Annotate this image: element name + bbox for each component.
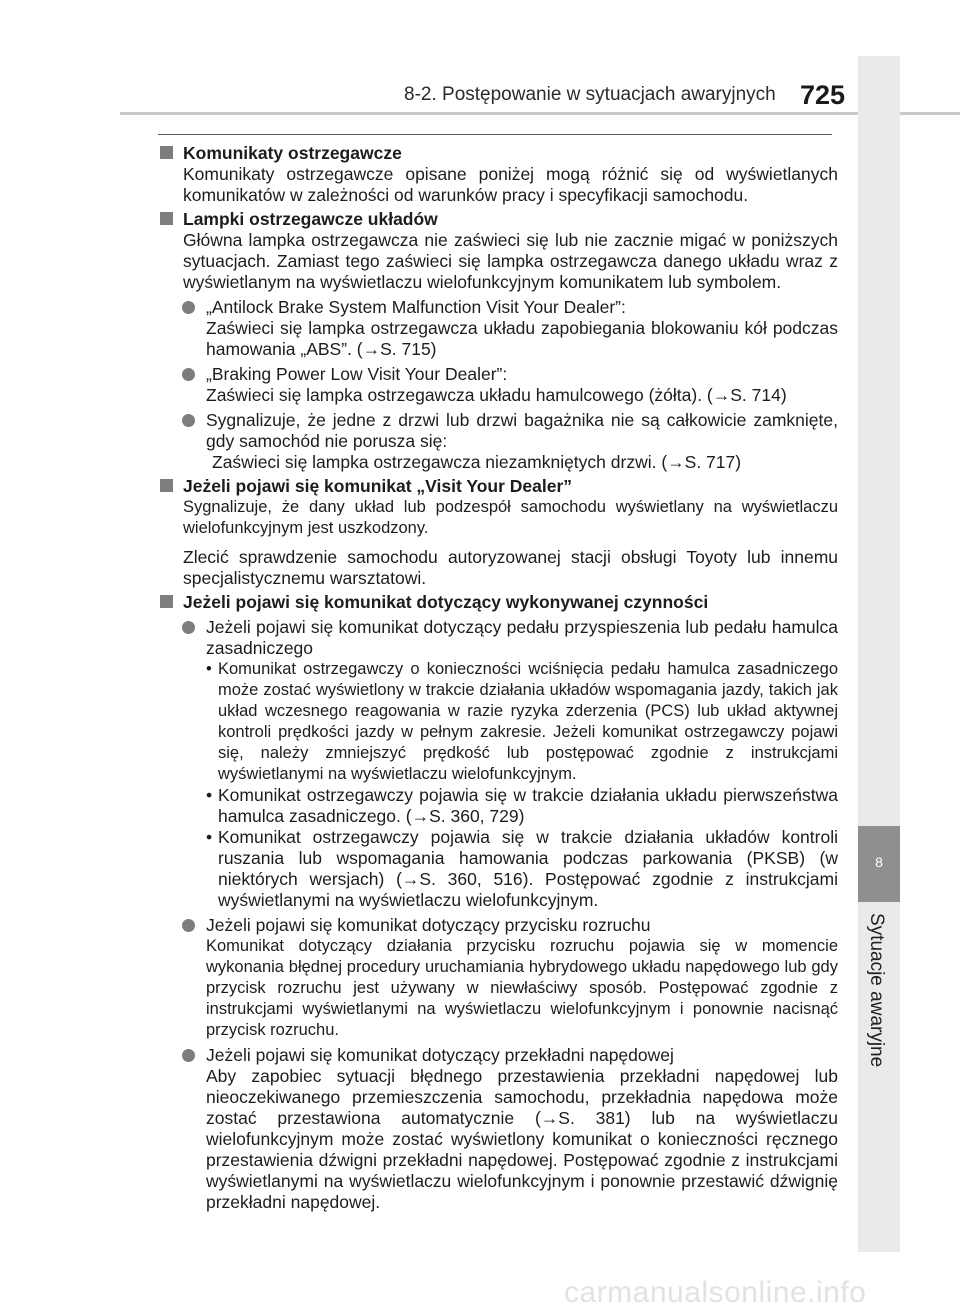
paragraph: Zlecić sprawdzenie samochodu autoryzowanej stacji obsługi Toyoty lub innemu specjalistycznemu warsztatowi. (183, 547, 838, 588)
heading-text: Komunikaty ostrzegawcze (183, 143, 402, 163)
section-heading (160, 476, 838, 497)
sub-list-item (160, 827, 838, 911)
dot-marker: • (206, 827, 213, 847)
sub-list-item-text: Komunikat ostrzegawczy pojawia się w trakcie działania układów kontroli ruszania lub wspomagania hamowania podczas parkowania (PKSB) (w niektórych wersjach) (→S. 360, 516). Postępować zgodnie z instrukcjami wyświetlanymi na wyświetlaczu wielofunkcyjnym. (218, 827, 838, 910)
square-bullet-icon (160, 146, 173, 159)
list-item-text: „Antilock Brake System Malfunction Visit Your Dealer”: (206, 297, 626, 317)
list-item (160, 1045, 838, 1066)
sub-list-item-text: Komunikat ostrzegawczy o konieczności wciśnięcia pedału hamulca zasadniczego może zostać wyświetlony w trakcie działania układów wspomagania jazdy, takich jak układ wczesnego reagowania w razie ryzyka zderzenia (PCS) lub układ aktywnej kontroli prędkości jazdy w pełnym zakresie. Jeżeli komunikat ostrzegawczy pojawi się, należy zmniejszyć prędkość lub postępować zgodnie z instrukcjami wyświetlanymi na wyświetlaczu wielofunkcyjnym. (218, 660, 838, 783)
section-heading (160, 143, 838, 164)
list-item (160, 297, 838, 318)
sub-list-item-text: Komunikat ostrzegawczy pojawia się w trakcie działania układu pierwszeństwa hamulca zasadniczego. (→S. 360, 729) (218, 785, 838, 826)
heading-text: Lampki ostrzegawcze układów (183, 209, 438, 229)
section-heading (160, 592, 838, 613)
list-item (160, 915, 838, 936)
paragraph: Główna lampka ostrzegawcza nie zaświeci się lub nie zacznie migać w poniższych sytuacjach. Zamiast tego zaświeci się lampka ostrzegawcza danego układu wraz z wyświetlanym na wyświetlaczu wielofunkcyjnym komunikatem lub symbolem. (183, 230, 838, 292)
header-rule (120, 112, 960, 115)
circle-bullet-icon (182, 919, 195, 932)
list-item (160, 617, 838, 659)
list-item-detail: Komunikat dotyczący działania przycisku rozruchu pojawia się w momencie wykonania błędnej procedury uruchamiania hybrydowego układu napędowego lub gdy przycisk rozruchu jest używany w niewłaściwy sposób. Postępować zgodnie z instrukcjami wyświetlanymi na wyświetlaczu wielofunkcyjnym i ponownie nacisnąć przycisk rozruchu. (206, 937, 838, 1039)
heading-text: Jeżeli pojawi się komunikat dotyczący wykonywanej czynności (183, 592, 709, 612)
list-item-detail: Zaświeci się lampka ostrzegawcza niezamkniętych drzwi. (→S. 717) (212, 452, 742, 472)
section-heading (160, 209, 838, 230)
circle-bullet-icon (182, 621, 195, 634)
chapter-label: Sytuacje awaryjne (866, 913, 887, 1068)
circle-bullet-icon (182, 414, 195, 427)
list-item-text: Sygnalizuje, że jedne z drzwi lub drzwi bagażnika nie są całkowicie zamknięte, gdy samochód nie porusza się: (206, 410, 838, 451)
list-item-detail: Zaświeci się lampka ostrzegawcza układu hamulcowego (żółta). (→S. 714) (206, 385, 787, 405)
list-item (160, 364, 838, 385)
watermark: carmanualsonline.info (564, 1276, 867, 1309)
list-item-detail: Aby zapobiec sytuacji błędnego przestawienia przekładni napędowej lub nieoczekiwanego przemieszczenia samochodu, przekładnia napędowa może zostać przestawiona automatycznie (→S. 381) lub na wyświetlaczu wielofunkcyjnym może zostać wyświetlony komunikat o konieczności ręcznego przestawienia dźwigni przekładni napędowej. Postępować zgodnie z instrukcjami wyświetlanymi na wyświetlaczu wielofunkcyjnym i ponownie przestawić dźwignię przekładni napędowej. (206, 1066, 838, 1212)
sub-list-item (160, 659, 838, 785)
list-item-text: Jeżeli pojawi się komunikat dotyczący przycisku rozruchu (206, 915, 651, 935)
chapter-number-tab: 8 (858, 826, 900, 902)
dot-marker: • (206, 785, 213, 805)
list-item-detail: Zaświeci się lampka ostrzegawcza układu zapobiegania blokowaniu kół podczas hamowania „ABS”. (→S. 715) (206, 318, 838, 359)
page-content (160, 140, 838, 1213)
list-item-text: „Braking Power Low Visit Your Dealer”: (206, 364, 508, 384)
list-item-text: Jeżeli pojawi się komunikat dotyczący przekładni napędowej (206, 1045, 674, 1065)
paragraph: Sygnalizuje, że dany układ lub podzespół samochodu wyświetlany na wyświetlaczu wielofunkcyjnym jest uszkodzony. (183, 498, 838, 537)
square-bullet-icon (160, 212, 173, 225)
circle-bullet-icon (182, 301, 195, 314)
section-title: 8-2. Postępowanie w sytuacjach awaryjnych (404, 84, 776, 105)
sub-list-item (160, 785, 838, 827)
circle-bullet-icon (182, 368, 195, 381)
square-bullet-icon (160, 479, 173, 492)
side-tab (858, 56, 900, 1252)
list-item (160, 410, 838, 452)
list-item-text: Jeżeli pojawi się komunikat dotyczący pedału przyspieszenia lub pedału hamulca zasadniczego (206, 617, 838, 658)
page-number: 725 (800, 80, 846, 110)
content-top-rule (158, 134, 832, 135)
heading-text: Jeżeli pojawi się komunikat „Visit Your Dealer” (183, 476, 573, 496)
paragraph: Komunikaty ostrzegawcze opisane poniżej mogą różnić się od wyświetlanych komunikatów w zależności od warunków pracy i specyfikacji samochodu. (183, 164, 838, 205)
dot-marker: • (206, 660, 212, 678)
circle-bullet-icon (182, 1049, 195, 1062)
square-bullet-icon (160, 595, 173, 608)
